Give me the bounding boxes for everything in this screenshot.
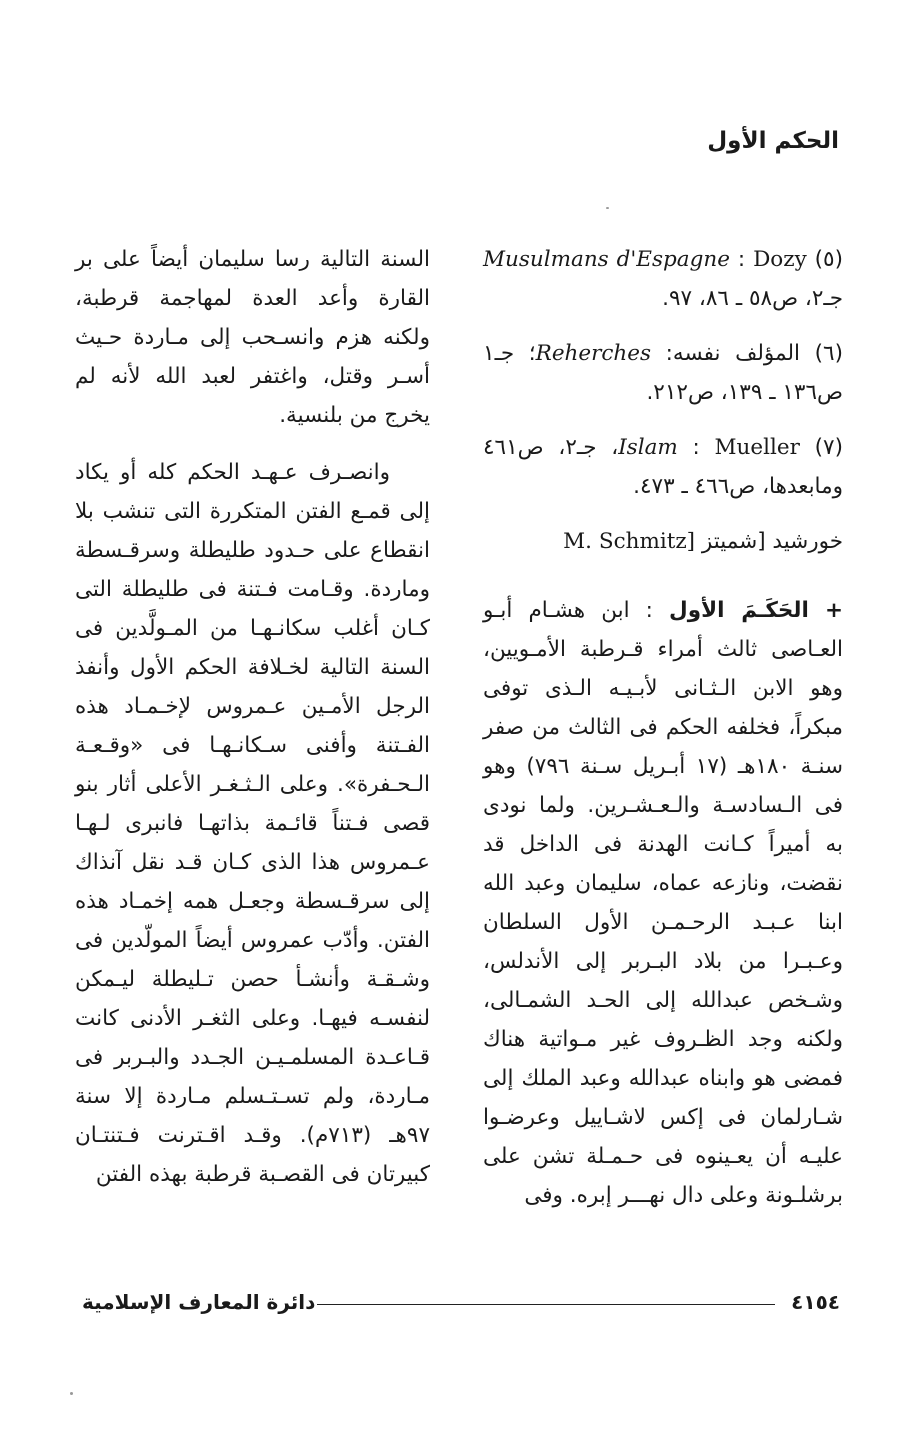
ref-number: (٦) [814,341,843,366]
ref-work: Reherches [535,341,652,366]
reference-5: (٥) Dozy : Musulmans d'Espagne جـ٢، ص٥٨ ـ ٨٦، ٩٧. [483,247,843,311]
paragraph-1: السنة التالية رسا سليمان أيضاً على بر القارة وأعد العدة لمهاجمة قرطبة، ولكنه هزم وانسـحب إلى مـاردة حـيث أسـر وقتل، واغتفر لعبد الله لأنه لم يخرج من بلنسية. [75,247,430,428]
scan-speck [606,207,609,209]
entry-text: : ابن هشـام أبـو العـاصى ثالث أمراء قـرطبة الأمـويين، وهو الابن الـثـانى لأبـيـه الـذى توفى مبكراً، فخلفه الحكم فى الثالث من صفر سنـة ١٨٠هـ (١٧ أبـريل سـنة ٧٩٦) وهو فى الـسادسـة والـعـشـرين. ولما نودى به أميراً كـانت الهدنة فى الداخل قد نقضت، ونازعه عماه، سليمان وعبد الله ابنا عـبـد الرحـمـن الأول السلطان وعـبـرا من بلاد البـربر إلى الأندلس، وشـخص عبدالله إلى الحـد الشمـالى، ولكنه وجد الظـروف غير مـواتية هناك فمضى هو وابناه عبدالله وعبد الملك إلى شـارلمان فى إكس لاشـاييل وعرضـوا عليـه أن يعـينوه فى حـمـلة تشن على برشلـونة وعلى دال نهـــر إبره. وفى [483,598,843,1208]
page-number: ٤١٥٤ [791,1290,840,1314]
ref-prefix: المؤلف نفسه: [665,341,800,366]
signature-arabic: خورشيد [شميتز [701,529,843,554]
entry-body [483,591,843,1215]
scan-speck [70,1392,73,1395]
ref-author: Dozy [753,247,807,272]
page-footer [82,1290,840,1320]
ref-author: Mueller [714,435,800,460]
ref-details: ؛ جـ١ ص١٣٦ ـ ١٣٩، ص٢١٢. [483,341,843,405]
ref-details: ، جـ٢، ص٤٦١ ومابعدها، ص٤٦٦ ـ ٤٧٣. [483,435,843,499]
reference-7: (٧) Mueller : Islam، جـ٢، ص٤٦١ ومابعدها، ص٤٦٦ ـ ٤٧٣. [483,435,843,499]
right-column [483,240,843,1233]
ref-work: Musulmans d'Espagne [483,247,730,272]
ref-number: (٥) [814,247,843,272]
author-signature [483,522,843,561]
entry-marker: + [824,598,843,623]
signature-latin: M. Schmitz] [563,529,696,554]
ref-work: Islam [618,435,678,460]
footer-divider [317,1304,775,1305]
ref-number: (٧) [814,435,843,460]
paragraph-2: وانصـرف عـهـد الحكم كله أو يكاد إلى قمـع الفتن المتكررة التى تنشب بلا انقطاع على حـدود طليطلة وسرقـسطة وماردة. وقـامت فـتنة فى طليطلة التى كـان أغلب سكانـهـا من المـولَّدين فى السنة التالية لخـلافة الحكم الأول وأنفذ الرجل الأمـين عـمروس لإخـمـاد هذه الفـتنة وأفنى سـكانـهـا فى «وقـعـة الـحـفرة». وعلى الـثـغـر الأعلى أثار بنو قصى فـتناً قائـمة بذاتهـا فانبرى لـهـا عـمروس هذا الذى كـان قـد نقل آنذاك إلى سرقـسطة وجعـل همه إخمـاد هذه الفتن. وأدّب عمروس أيضاً المولّدين فى وشـقـة وأنشـأ حصن تـليطلة ليـمكن لنفسـه فيهـا. وعلى الثغـر الأدنى كانت قـاعـدة المسلمـيـن الجـدد والبـربر فى مـاردة، ولم تسـتـسلم مـاردة إلا سنة ٩٧هـ (٧١٣م). وقـد اقـترنت فـتنتـان كبيرتان فى القصـبة قرطبة بهذه الفتن [75,460,430,1187]
reference-6 [483,334,843,412]
ref-details: جـ٢، ص٥٨ ـ ٨٦، ٩٧. [662,286,843,311]
left-column [75,240,430,1212]
entry-title: الحَكَـمَ الأول [669,598,809,623]
publication-title: دائرة المعارف الإسلامية [82,1290,316,1314]
running-header: الحكم الأول [707,128,839,154]
